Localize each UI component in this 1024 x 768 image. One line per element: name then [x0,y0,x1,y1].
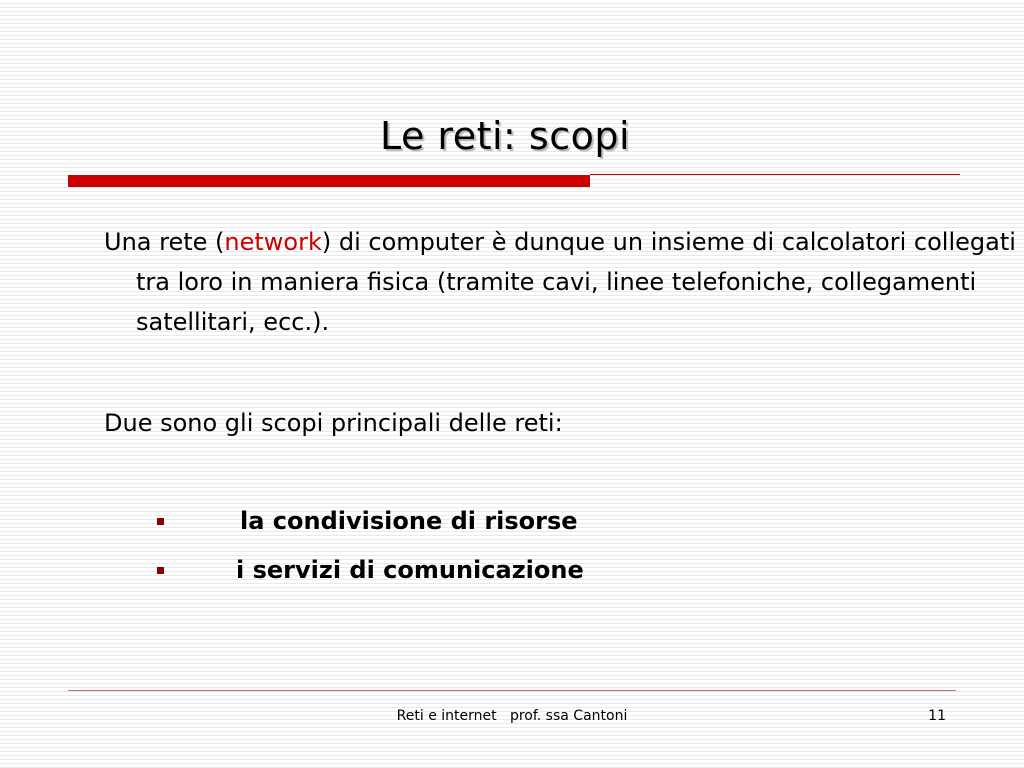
footer-divider [68,690,956,691]
bullet-text: la condivisione di risorse [240,507,578,535]
paragraph-text-after: ) di computer è dunque un insieme di calcolatori collegati tra loro in maniera fisica (tramite cavi, linee telefoniche, collegamenti satellitari, ecc.). [136,228,1016,336]
bullet-item [0,501,900,541]
square-bullet-icon [157,518,164,525]
network-term: network [224,228,322,256]
bullet-item [0,550,900,590]
title-underline-thin [590,174,960,175]
paragraph-network-definition [104,222,1016,342]
paragraph-text-before: Una rete ( [104,228,225,256]
slide-title: Le reti: scopi [379,114,631,158]
footer [0,706,1024,726]
title-underline-thick [68,175,590,187]
bullet-text: i servizi di comunicazione [236,556,584,584]
page-number: 11 [928,708,946,724]
paragraph-purposes-intro: Due sono gli scopi principali delle reti: [104,409,563,437]
footer-text: Reti e internet prof. ssa Cantoni [396,708,628,724]
square-bullet-icon [157,567,164,574]
